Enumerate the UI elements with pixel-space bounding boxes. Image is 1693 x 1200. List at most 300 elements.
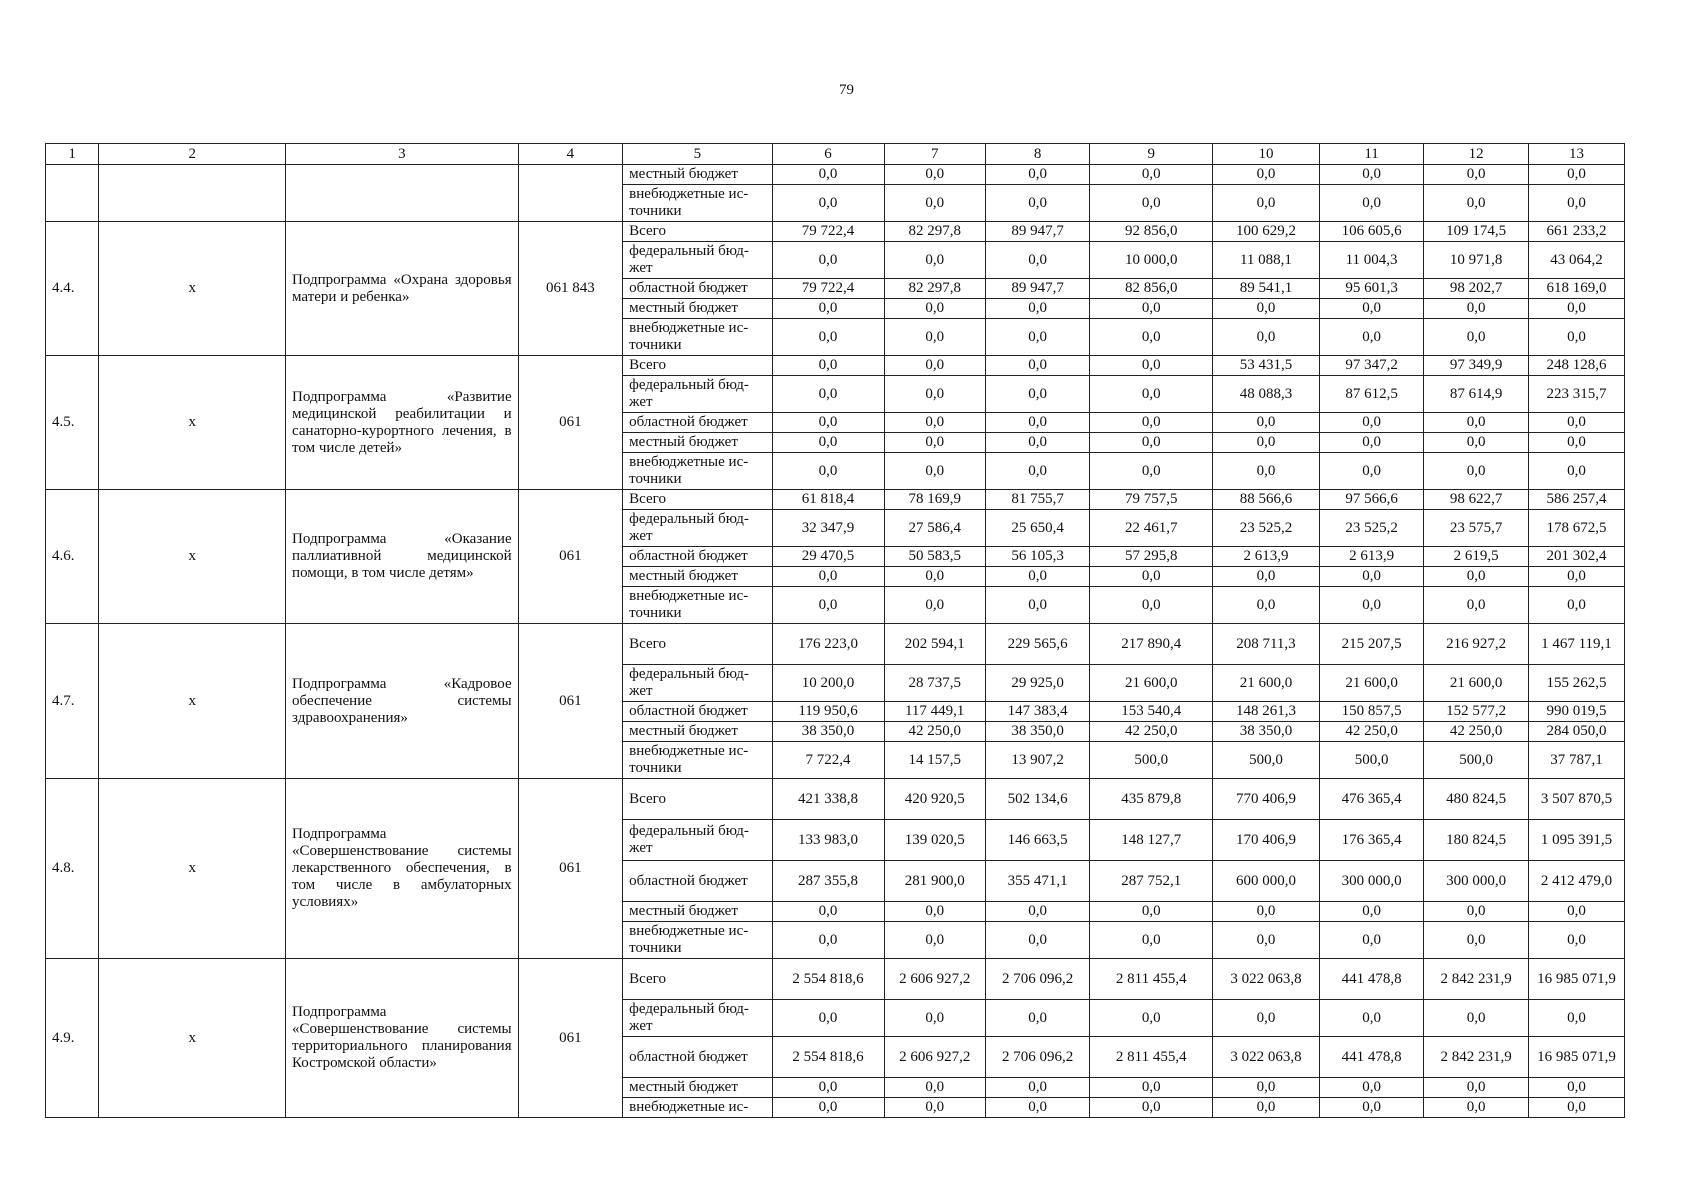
value-cell: 500,0 <box>1090 742 1213 779</box>
value-cell: 586 257,4 <box>1528 490 1624 510</box>
value-cell: 600 000,0 <box>1213 861 1320 902</box>
value-cell: 0,0 <box>985 587 1090 624</box>
value-cell: 0,0 <box>772 185 884 222</box>
value-cell: 0,0 <box>1319 165 1424 185</box>
value-cell: 11 088,1 <box>1213 242 1320 279</box>
table-row <box>46 356 1625 376</box>
header-cell: 6 <box>772 144 884 165</box>
value-cell: 0,0 <box>1424 165 1529 185</box>
value-cell: 0,0 <box>1424 902 1529 922</box>
row-number: 4.8. <box>46 779 99 959</box>
value-cell: 148 127,7 <box>1090 820 1213 861</box>
value-cell: 56 105,3 <box>985 547 1090 567</box>
row-mark: х <box>99 356 286 490</box>
value-cell: 0,0 <box>884 319 985 356</box>
row-mark: х <box>99 959 286 1118</box>
value-cell: 2 613,9 <box>1213 547 1320 567</box>
value-cell: 176 365,4 <box>1319 820 1424 861</box>
source-label: федеральный бюд-жет <box>623 242 772 279</box>
value-cell: 0,0 <box>772 356 884 376</box>
source-label: местный бюджет <box>623 1078 772 1098</box>
value-cell: 27 586,4 <box>884 510 985 547</box>
value-cell: 287 355,8 <box>772 861 884 902</box>
value-cell: 441 478,8 <box>1319 959 1424 1000</box>
value-cell: 0,0 <box>1319 1098 1424 1118</box>
value-cell: 2 606 927,2 <box>884 959 985 1000</box>
page-number: 79 <box>839 82 854 98</box>
value-cell: 201 302,4 <box>1528 547 1624 567</box>
source-label: областной бюджет <box>623 279 772 299</box>
table-row <box>46 779 1625 820</box>
table-row <box>46 165 1625 185</box>
row-mark: х <box>99 222 286 356</box>
program-code: 061 843 <box>518 222 623 356</box>
value-cell: 0,0 <box>985 299 1090 319</box>
value-cell: 0,0 <box>1424 1098 1529 1118</box>
value-cell: 0,0 <box>772 567 884 587</box>
value-cell: 0,0 <box>1319 453 1424 490</box>
value-cell: 14 157,5 <box>884 742 985 779</box>
value-cell: 0,0 <box>884 587 985 624</box>
value-cell: 3 022 063,8 <box>1213 959 1320 1000</box>
value-cell: 0,0 <box>1319 902 1424 922</box>
row-mark: х <box>99 624 286 779</box>
value-cell: 0,0 <box>1424 319 1529 356</box>
value-cell: 229 565,6 <box>985 624 1090 665</box>
value-cell: 0,0 <box>1213 165 1320 185</box>
row-number: 4.6. <box>46 490 99 624</box>
value-cell: 1 467 119,1 <box>1528 624 1624 665</box>
value-cell: 98 622,7 <box>1424 490 1529 510</box>
value-cell: 79 722,4 <box>772 279 884 299</box>
value-cell: 0,0 <box>1213 922 1320 959</box>
value-cell: 502 134,6 <box>985 779 1090 820</box>
value-cell: 21 600,0 <box>1319 665 1424 702</box>
value-cell: 0,0 <box>772 902 884 922</box>
value-cell: 38 350,0 <box>985 722 1090 742</box>
header-row <box>46 144 1625 165</box>
value-cell: 618 169,0 <box>1528 279 1624 299</box>
value-cell: 57 295,8 <box>1090 547 1213 567</box>
value-cell: 0,0 <box>985 453 1090 490</box>
value-cell: 421 338,8 <box>772 779 884 820</box>
value-cell: 0,0 <box>1319 433 1424 453</box>
value-cell: 38 350,0 <box>772 722 884 742</box>
value-cell: 0,0 <box>1528 567 1624 587</box>
value-cell: 28 737,5 <box>884 665 985 702</box>
value-cell: 0,0 <box>884 1000 985 1037</box>
value-cell: 43 064,2 <box>1528 242 1624 279</box>
value-cell: 217 890,4 <box>1090 624 1213 665</box>
value-cell: 82 297,8 <box>884 279 985 299</box>
value-cell: 0,0 <box>772 165 884 185</box>
value-cell: 10 000,0 <box>1090 242 1213 279</box>
row-number: 4.9. <box>46 959 99 1118</box>
header-cell: 5 <box>623 144 772 165</box>
value-cell: 82 297,8 <box>884 222 985 242</box>
value-cell: 476 365,4 <box>1319 779 1424 820</box>
source-label: областной бюджет <box>623 702 772 722</box>
value-cell: 0,0 <box>1319 922 1424 959</box>
value-cell: 0,0 <box>884 356 985 376</box>
value-cell: 2 706 096,2 <box>985 1037 1090 1078</box>
value-cell: 147 383,4 <box>985 702 1090 722</box>
value-cell: 16 985 071,9 <box>1528 1037 1624 1078</box>
empty-cell <box>286 165 519 222</box>
value-cell: 355 471,1 <box>985 861 1090 902</box>
empty-cell <box>46 165 99 222</box>
program-code: 061 <box>518 959 623 1118</box>
value-cell: 770 406,9 <box>1213 779 1320 820</box>
value-cell: 89 947,7 <box>985 279 1090 299</box>
source-label: Всего <box>623 222 772 242</box>
value-cell: 89 541,1 <box>1213 279 1320 299</box>
header-cell: 9 <box>1090 144 1213 165</box>
value-cell: 146 663,5 <box>985 820 1090 861</box>
header-cell: 2 <box>99 144 286 165</box>
value-cell: 661 233,2 <box>1528 222 1624 242</box>
header-cell: 1 <box>46 144 99 165</box>
value-cell: 0,0 <box>985 902 1090 922</box>
value-cell: 0,0 <box>884 413 985 433</box>
value-cell: 284 050,0 <box>1528 722 1624 742</box>
value-cell: 202 594,1 <box>884 624 985 665</box>
value-cell: 0,0 <box>1528 1098 1624 1118</box>
value-cell: 25 650,4 <box>985 510 1090 547</box>
value-cell: 37 787,1 <box>1528 742 1624 779</box>
source-label: местный бюджет <box>623 902 772 922</box>
value-cell: 0,0 <box>772 299 884 319</box>
value-cell: 117 449,1 <box>884 702 985 722</box>
value-cell: 0,0 <box>1090 1098 1213 1118</box>
value-cell: 0,0 <box>772 1078 884 1098</box>
value-cell: 48 088,3 <box>1213 376 1320 413</box>
value-cell: 0,0 <box>1319 413 1424 433</box>
value-cell: 2 842 231,9 <box>1424 1037 1529 1078</box>
header-cell: 13 <box>1528 144 1624 165</box>
value-cell: 0,0 <box>1090 376 1213 413</box>
empty-cell <box>518 165 623 222</box>
value-cell: 3 022 063,8 <box>1213 1037 1320 1078</box>
value-cell: 0,0 <box>1319 185 1424 222</box>
source-label: внебюджетные ис-точники <box>623 587 772 624</box>
source-label: внебюджетные ис-точники <box>623 319 772 356</box>
value-cell: 0,0 <box>884 453 985 490</box>
value-cell: 87 614,9 <box>1424 376 1529 413</box>
value-cell: 0,0 <box>1424 453 1529 490</box>
value-cell: 178 672,5 <box>1528 510 1624 547</box>
value-cell: 150 857,5 <box>1319 702 1424 722</box>
value-cell: 13 907,2 <box>985 742 1090 779</box>
value-cell: 500,0 <box>1424 742 1529 779</box>
value-cell: 0,0 <box>1213 567 1320 587</box>
row-number: 4.7. <box>46 624 99 779</box>
value-cell: 0,0 <box>1424 299 1529 319</box>
header-cell: 4 <box>518 144 623 165</box>
value-cell: 0,0 <box>1213 453 1320 490</box>
source-label: Всего <box>623 490 772 510</box>
value-cell: 152 577,2 <box>1424 702 1529 722</box>
value-cell: 0,0 <box>1319 319 1424 356</box>
header-cell: 7 <box>884 144 985 165</box>
value-cell: 0,0 <box>772 1098 884 1118</box>
value-cell: 87 612,5 <box>1319 376 1424 413</box>
value-cell: 0,0 <box>1319 1000 1424 1037</box>
value-cell: 281 900,0 <box>884 861 985 902</box>
subprogram-name: Подпрограмма «Развитие медицинской реабилитации и санаторно-курортного лечения, в том числе детей» <box>286 356 519 490</box>
value-cell: 0,0 <box>1090 902 1213 922</box>
header-cell: 12 <box>1424 144 1529 165</box>
value-cell: 155 262,5 <box>1528 665 1624 702</box>
value-cell: 0,0 <box>1090 922 1213 959</box>
value-cell: 0,0 <box>1528 165 1624 185</box>
value-cell: 0,0 <box>884 185 985 222</box>
value-cell: 435 879,8 <box>1090 779 1213 820</box>
value-cell: 0,0 <box>1090 587 1213 624</box>
source-label: федеральный бюд-жет <box>623 510 772 547</box>
value-cell: 0,0 <box>1424 433 1529 453</box>
value-cell: 0,0 <box>1424 413 1529 433</box>
source-label: внебюджетные ис-точники <box>623 185 772 222</box>
subprogram-name: Подпрограмма «Оказание паллиативной медицинской помощи, в том числе детям» <box>286 490 519 624</box>
value-cell: 0,0 <box>985 567 1090 587</box>
value-cell: 2 706 096,2 <box>985 959 1090 1000</box>
value-cell: 287 752,1 <box>1090 861 1213 902</box>
value-cell: 0,0 <box>1424 587 1529 624</box>
source-label: местный бюджет <box>623 433 772 453</box>
value-cell: 0,0 <box>884 433 985 453</box>
value-cell: 81 755,7 <box>985 490 1090 510</box>
value-cell: 2 811 455,4 <box>1090 1037 1213 1078</box>
value-cell: 0,0 <box>1319 1078 1424 1098</box>
source-label: федеральный бюд-жет <box>623 820 772 861</box>
value-cell: 223 315,7 <box>1528 376 1624 413</box>
value-cell: 0,0 <box>884 1078 985 1098</box>
header-cell: 3 <box>286 144 519 165</box>
value-cell: 0,0 <box>1528 433 1624 453</box>
value-cell: 0,0 <box>1090 319 1213 356</box>
value-cell: 180 824,5 <box>1424 820 1529 861</box>
value-cell: 1 095 391,5 <box>1528 820 1624 861</box>
value-cell: 990 019,5 <box>1528 702 1624 722</box>
value-cell: 0,0 <box>1090 1000 1213 1037</box>
program-code: 061 <box>518 779 623 959</box>
value-cell: 89 947,7 <box>985 222 1090 242</box>
value-cell: 79 722,4 <box>772 222 884 242</box>
source-label: областной бюджет <box>623 547 772 567</box>
value-cell: 21 600,0 <box>1213 665 1320 702</box>
source-label: Всего <box>623 959 772 1000</box>
value-cell: 0,0 <box>1090 453 1213 490</box>
value-cell: 100 629,2 <box>1213 222 1320 242</box>
value-cell: 0,0 <box>985 1000 1090 1037</box>
value-cell: 0,0 <box>884 902 985 922</box>
value-cell: 0,0 <box>1528 902 1624 922</box>
row-mark: х <box>99 779 286 959</box>
value-cell: 480 824,5 <box>1424 779 1529 820</box>
program-code: 061 <box>518 356 623 490</box>
value-cell: 0,0 <box>1213 1098 1320 1118</box>
value-cell: 21 600,0 <box>1424 665 1529 702</box>
value-cell: 95 601,3 <box>1319 279 1424 299</box>
value-cell: 0,0 <box>772 453 884 490</box>
table-row <box>46 490 1625 510</box>
value-cell: 0,0 <box>1424 1000 1529 1037</box>
value-cell: 0,0 <box>1528 319 1624 356</box>
value-cell: 500,0 <box>1213 742 1320 779</box>
value-cell: 0,0 <box>772 242 884 279</box>
header-cell: 8 <box>985 144 1090 165</box>
value-cell: 53 431,5 <box>1213 356 1320 376</box>
value-cell: 0,0 <box>772 1000 884 1037</box>
value-cell: 0,0 <box>1319 587 1424 624</box>
subprogram-name: Подпрограмма «Совершенствование системы лекарственного обеспечения, в том числе в амбулаторных условиях» <box>286 779 519 959</box>
value-cell: 42 250,0 <box>1090 722 1213 742</box>
value-cell: 0,0 <box>884 299 985 319</box>
value-cell: 148 261,3 <box>1213 702 1320 722</box>
value-cell: 61 818,4 <box>772 490 884 510</box>
value-cell: 7 722,4 <box>772 742 884 779</box>
row-number: 4.4. <box>46 222 99 356</box>
row-number: 4.5. <box>46 356 99 490</box>
value-cell: 10 200,0 <box>772 665 884 702</box>
value-cell: 0,0 <box>1424 922 1529 959</box>
value-cell: 23 525,2 <box>1319 510 1424 547</box>
row-mark: х <box>99 490 286 624</box>
value-cell: 11 004,3 <box>1319 242 1424 279</box>
value-cell: 176 223,0 <box>772 624 884 665</box>
value-cell: 29 925,0 <box>985 665 1090 702</box>
value-cell: 0,0 <box>1090 165 1213 185</box>
table-row <box>46 222 1625 242</box>
value-cell: 0,0 <box>985 922 1090 959</box>
value-cell: 92 856,0 <box>1090 222 1213 242</box>
value-cell: 3 507 870,5 <box>1528 779 1624 820</box>
value-cell: 0,0 <box>1213 1078 1320 1098</box>
value-cell: 97 347,2 <box>1319 356 1424 376</box>
value-cell: 42 250,0 <box>1319 722 1424 742</box>
value-cell: 22 461,7 <box>1090 510 1213 547</box>
value-cell: 0,0 <box>1528 299 1624 319</box>
value-cell: 0,0 <box>884 376 985 413</box>
subprogram-name: Подпрограмма «Совершенствование системы территориального планирования Костромской области» <box>286 959 519 1118</box>
value-cell: 0,0 <box>1319 299 1424 319</box>
value-cell: 0,0 <box>1090 567 1213 587</box>
value-cell: 97 349,9 <box>1424 356 1529 376</box>
value-cell: 300 000,0 <box>1319 861 1424 902</box>
table-row <box>46 624 1625 665</box>
subprogram-name: Подпрограмма «Кадровое обеспечение системы здравоохранения» <box>286 624 519 779</box>
value-cell: 0,0 <box>884 922 985 959</box>
value-cell: 0,0 <box>1213 1000 1320 1037</box>
source-label: федеральный бюд-жет <box>623 376 772 413</box>
value-cell: 0,0 <box>985 1078 1090 1098</box>
value-cell: 170 406,9 <box>1213 820 1320 861</box>
value-cell: 0,0 <box>1319 567 1424 587</box>
value-cell: 0,0 <box>772 413 884 433</box>
value-cell: 2 554 818,6 <box>772 1037 884 1078</box>
source-label: Всего <box>623 624 772 665</box>
value-cell: 0,0 <box>985 1098 1090 1118</box>
value-cell: 0,0 <box>1528 413 1624 433</box>
value-cell: 0,0 <box>1528 922 1624 959</box>
value-cell: 300 000,0 <box>1424 861 1529 902</box>
value-cell: 2 842 231,9 <box>1424 959 1529 1000</box>
value-cell: 215 207,5 <box>1319 624 1424 665</box>
value-cell: 88 566,6 <box>1213 490 1320 510</box>
value-cell: 208 711,3 <box>1213 624 1320 665</box>
value-cell: 0,0 <box>1090 299 1213 319</box>
value-cell: 153 540,4 <box>1090 702 1213 722</box>
value-cell: 0,0 <box>1213 587 1320 624</box>
source-label: местный бюджет <box>623 722 772 742</box>
value-cell: 2 412 479,0 <box>1528 861 1624 902</box>
source-label: внебюджетные ис-точники <box>623 453 772 490</box>
value-cell: 0,0 <box>985 413 1090 433</box>
value-cell: 133 983,0 <box>772 820 884 861</box>
value-cell: 248 128,6 <box>1528 356 1624 376</box>
source-label: местный бюджет <box>623 567 772 587</box>
value-cell: 16 985 071,9 <box>1528 959 1624 1000</box>
value-cell: 0,0 <box>1090 356 1213 376</box>
value-cell: 0,0 <box>1528 587 1624 624</box>
header-cell: 10 <box>1213 144 1320 165</box>
value-cell: 441 478,8 <box>1319 1037 1424 1078</box>
value-cell: 97 566,6 <box>1319 490 1424 510</box>
source-label: федеральный бюд-жет <box>623 665 772 702</box>
value-cell: 79 757,5 <box>1090 490 1213 510</box>
source-label: Всего <box>623 356 772 376</box>
value-cell: 0,0 <box>1090 433 1213 453</box>
value-cell: 0,0 <box>884 165 985 185</box>
program-code: 061 <box>518 624 623 779</box>
program-code: 061 <box>518 490 623 624</box>
value-cell: 0,0 <box>772 433 884 453</box>
value-cell: 0,0 <box>1424 185 1529 222</box>
value-cell: 0,0 <box>1090 1078 1213 1098</box>
value-cell: 42 250,0 <box>1424 722 1529 742</box>
value-cell: 23 525,2 <box>1213 510 1320 547</box>
value-cell: 21 600,0 <box>1090 665 1213 702</box>
source-label: местный бюджет <box>623 165 772 185</box>
value-cell: 0,0 <box>1090 185 1213 222</box>
value-cell: 32 347,9 <box>772 510 884 547</box>
value-cell: 0,0 <box>884 567 985 587</box>
value-cell: 0,0 <box>985 242 1090 279</box>
value-cell: 0,0 <box>772 587 884 624</box>
value-cell: 2 619,5 <box>1424 547 1529 567</box>
source-label: местный бюджет <box>623 299 772 319</box>
value-cell: 0,0 <box>985 319 1090 356</box>
value-cell: 2 606 927,2 <box>884 1037 985 1078</box>
value-cell: 82 856,0 <box>1090 279 1213 299</box>
source-label: областной бюджет <box>623 413 772 433</box>
source-label: внебюджетные ис-точники <box>623 742 772 779</box>
value-cell: 139 020,5 <box>884 820 985 861</box>
value-cell: 0,0 <box>985 376 1090 413</box>
value-cell: 0,0 <box>1528 1078 1624 1098</box>
value-cell: 2 613,9 <box>1319 547 1424 567</box>
value-cell: 98 202,7 <box>1424 279 1529 299</box>
value-cell: 0,0 <box>1424 1078 1529 1098</box>
value-cell: 0,0 <box>772 376 884 413</box>
value-cell: 106 605,6 <box>1319 222 1424 242</box>
value-cell: 0,0 <box>1213 185 1320 222</box>
value-cell: 0,0 <box>985 433 1090 453</box>
value-cell: 0,0 <box>884 1098 985 1118</box>
source-label: областной бюджет <box>623 861 772 902</box>
value-cell: 50 583,5 <box>884 547 985 567</box>
